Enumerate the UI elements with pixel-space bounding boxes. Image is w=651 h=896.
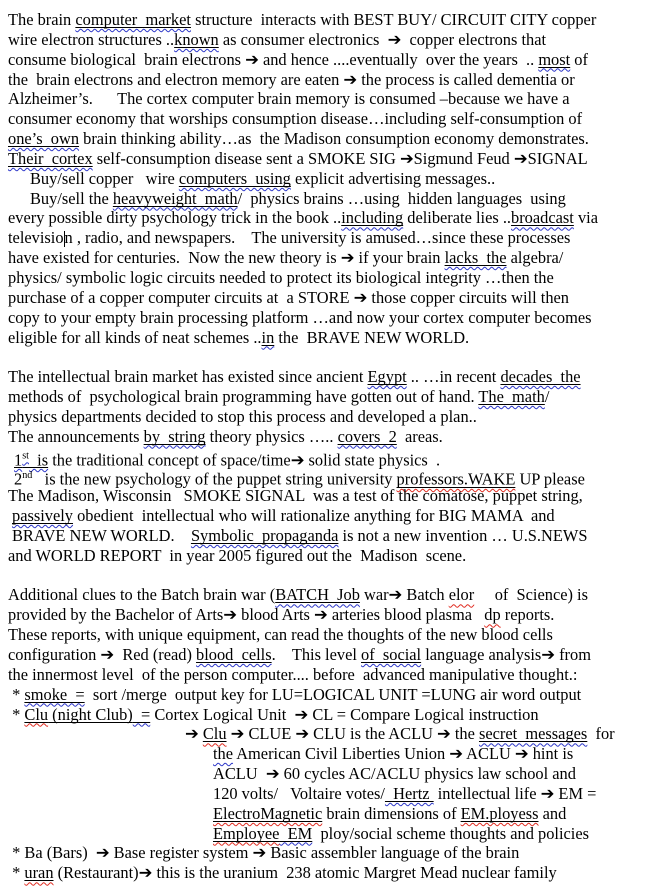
text-line [8, 30, 645, 50]
text-line [8, 546, 645, 566]
text-segment: the brain electrons and electron memory are eaten ➔ the process is called dementia or [8, 69, 575, 89]
text-segment: The intellectual brain market has existed since ancient [8, 367, 368, 387]
text-segment: consumer economy that worships consumption disease…including self-consumption of [8, 109, 583, 129]
text-line [8, 347, 645, 367]
text-segment: copy to your empty brain processing platform …and now your cortex computer becomes [8, 307, 592, 327]
text-segment: Buy/sell copper wire [30, 168, 179, 188]
text-segment: Additional clues to the Batch brain war ( [8, 585, 276, 605]
text-segment: blood cells [196, 645, 272, 664]
text-segment: Egypt [367, 367, 407, 387]
text-line [8, 526, 645, 546]
text-segment: n , radio, and newspapers. The university is amused…since these processes [64, 228, 571, 248]
text-segment: provided by the Bachelor of Arts➔ blood Arts ➔ arteries blood plasma [8, 605, 485, 625]
text-line [8, 268, 645, 288]
text-segment: physics departments decided to stop this process and developed a plan.. [8, 406, 477, 426]
text-segment: physics/ symbolic logic circuits needed to protect its biological integrity …then the [8, 267, 554, 287]
text-segment: .. …in recent [406, 367, 501, 387]
text-line [8, 863, 645, 883]
text-line [8, 824, 645, 844]
text-line [8, 724, 645, 744]
text-line [8, 506, 645, 526]
text-segment: Symbolic propaganda [190, 525, 339, 545]
text-segment: The math [478, 387, 545, 407]
text-segment: lacks the [444, 248, 507, 268]
text-segment: brain thinking ability…as the Madison consumption economy demonstrates. [79, 129, 589, 149]
text-segment: heavyweight math [112, 188, 238, 208]
text-segment: explicit advertising messages.. [290, 168, 496, 188]
text-line [8, 566, 645, 586]
text-segment: (night Club) [48, 704, 133, 724]
text-segment: Hertz [384, 783, 434, 803]
text-line [8, 427, 645, 447]
text-segment: Employee [213, 823, 280, 843]
text-segment: st [22, 450, 29, 462]
text-segment: purchase of a copper computer circuits at a STORE ➔ those copper circuits will then [8, 287, 569, 307]
text-segment: ➔ [185, 724, 203, 744]
text-segment: is not a new invention … U.S.NEWS [338, 525, 588, 545]
text-segment: EM [279, 823, 313, 843]
text-segment: eligible for all kinds of neat schemes .. [8, 327, 262, 347]
text-segment: is the new psychology of the puppet string university [32, 469, 397, 489]
text-line [8, 466, 645, 489]
text-segment: = [132, 704, 151, 724]
text-segment: sort /merge output key for LU=LOGICAL UNIT =LUNG air word output [84, 684, 582, 704]
text-segment: self-consumption disease sent a SMOKE SIG ➔Sigmund Feud ➔SIGNAL [92, 148, 588, 168]
text-segment: have existed for centuries. Now the new theory is ➔ if your brain [8, 248, 445, 268]
text-line [8, 288, 645, 308]
text-segment: 1 [14, 450, 23, 470]
text-segment: is [28, 450, 49, 470]
text-segment: the traditional concept of space/time➔ solid state physics . [48, 450, 441, 470]
text-segment: Clu [202, 724, 227, 744]
text-segment: 120 volts/ Voltaire votes/ [213, 783, 385, 803]
text-line [8, 129, 645, 149]
text-line [8, 407, 645, 427]
text-line [8, 50, 645, 70]
text-line [8, 109, 645, 129]
text-segment: and WORLD REPORT in year 2005 figured out the Madison scene. [8, 545, 467, 565]
text-segment: uran [24, 863, 54, 883]
text-segment: of social [361, 645, 422, 664]
text-segment: the BRAVE NEW WORLD. [274, 327, 470, 347]
text-segment: * [8, 684, 25, 704]
text-segment: computer market [75, 10, 191, 29]
text-line [8, 486, 645, 506]
text-line [8, 585, 645, 605]
text-segment: in [261, 327, 275, 347]
text-segment: * [8, 863, 25, 883]
text-line [8, 10, 645, 30]
text-segment: theory physics ….. [205, 426, 338, 446]
text-segment: BATCH Job [275, 585, 360, 605]
text-segment: the innermost level of the person computer.... before advanced manipulative thought.: [8, 664, 578, 684]
text-segment: smoke = [24, 684, 85, 704]
text-segment: as consumer electronics ➔ copper electrons that [218, 29, 547, 49]
text-segment: of [570, 49, 588, 69]
text-segment: consume biological brain electrons ➔ and hence ....eventually over the years .. [8, 49, 539, 69]
text-segment: wire electron structures .. [8, 29, 175, 49]
text-line [8, 328, 645, 348]
text-segment: by string [143, 426, 206, 446]
text-line [8, 308, 645, 328]
text-segment: ElectroMagnetic [213, 803, 323, 823]
text-line [8, 685, 645, 705]
text-segment: * [8, 704, 25, 724]
text-line [8, 169, 645, 189]
text-segment: most [538, 49, 571, 69]
text-segment: ACLU ➔ 60 cycles AC/ACLU physics law school and [213, 764, 576, 784]
text-segment: EM.ployess [460, 803, 539, 823]
text-line [8, 70, 645, 90]
text-segment: Alzheimer’s. The cortex computer brain memory is consumed –because we have a [8, 89, 570, 109]
text-line [8, 248, 645, 268]
text-segment: Clu [24, 704, 49, 724]
text-segment: nd [22, 470, 33, 482]
text-segment: / physics brains …using hidden languages using [237, 188, 566, 208]
text-line [8, 804, 645, 824]
text-segment: including [341, 208, 404, 228]
text-segment: reports. [500, 605, 555, 625]
text-segment: for [587, 724, 615, 744]
text-segment: intellectual life ➔ EM = [433, 783, 597, 803]
text-segment: methods of psychological brain programming have gotten out of hand. [8, 387, 479, 407]
text-segment: and [538, 803, 567, 823]
text-segment: the [213, 744, 234, 764]
text-segment: professors.WAKE [396, 469, 516, 489]
text-segment: (Restaurant)➔ this is the uranium 238 atomic Margret Mead nuclear family [53, 863, 557, 883]
text-segment: elor [448, 585, 475, 605]
text-segment: / [544, 387, 550, 407]
text-segment: American Civil Liberties Union ➔ ACLU ➔ hint is [233, 744, 574, 764]
text-line [8, 447, 645, 470]
text-segment: covers 2 [337, 426, 397, 446]
text-segment: ➔ CLUE ➔ CLU is the ACLU ➔ the [226, 724, 479, 744]
text-segment: one’s own [8, 129, 80, 149]
text-segment: Their cortex [8, 148, 93, 168]
text-line [8, 387, 645, 407]
text-line [8, 705, 645, 725]
text-line [8, 228, 645, 248]
text-line [8, 764, 645, 784]
text-segment: These reports, with unique equipment, can read the thoughts of the new blood cells [8, 625, 553, 645]
text-line [8, 367, 645, 387]
text-segment: configuration ➔ Red (read) [8, 645, 197, 664]
text-line [8, 149, 645, 169]
text-line [8, 625, 645, 645]
text-line [8, 843, 645, 863]
text-segment: structure interacts with BEST BUY/ CIRCUIT CITY copper [190, 10, 597, 29]
text-line [8, 645, 645, 665]
text-line [8, 208, 645, 228]
text-segment: . This level [271, 645, 362, 664]
text-segment: war➔ Batch [359, 585, 449, 605]
text-segment: via [573, 208, 598, 228]
text-segment: obedient intellectual who will rationalize anything for BIG MAMA and [73, 506, 555, 526]
text-line [8, 665, 645, 685]
text-segment: language analysis➔ from [421, 645, 591, 664]
text-segment: passively [12, 506, 74, 526]
text-line [8, 89, 645, 109]
text-segment: BRAVE NEW WORLD. [12, 525, 191, 545]
text-line [8, 605, 645, 625]
text-segment: UP please [515, 469, 585, 489]
text-segment: brain dimensions of [322, 803, 461, 823]
text-segment: of Science) is [474, 585, 588, 605]
text-segment: The brain [8, 10, 76, 29]
text-line [8, 189, 645, 209]
text-line [8, 784, 645, 804]
text-segment: known [174, 29, 219, 49]
text-segment: televisio [8, 228, 64, 248]
text-segment: algebra/ [506, 248, 564, 268]
text-segment: The Madison, Wisconsin SMOKE SIGNAL was a test of the comatose, puppet string, [8, 486, 583, 506]
text-line [8, 744, 645, 764]
text-segment: secret messages [478, 724, 588, 744]
text-segment: Cortex Logical Unit ➔ CL = Compare Logical instruction [150, 704, 539, 724]
text-segment: Buy/sell the [30, 188, 113, 208]
text-segment: 2 [14, 469, 23, 489]
text-segment: areas. [396, 426, 443, 446]
text-segment: every possible dirty psychology trick in the book .. [8, 208, 342, 228]
text-segment: The announcements [8, 426, 144, 446]
text-segment: broadcast [511, 208, 574, 228]
text-segment: computers using [178, 168, 291, 188]
text-segment: decades the [500, 367, 581, 387]
text-segment: * Ba (Bars) ➔ Base register system ➔ Basic assembler language of the brain [8, 843, 520, 863]
text-segment: ploy/social scheme thoughts and policies [312, 823, 590, 843]
text-segment: dp [484, 605, 501, 625]
text-segment: deliberate lies .. [403, 208, 512, 228]
